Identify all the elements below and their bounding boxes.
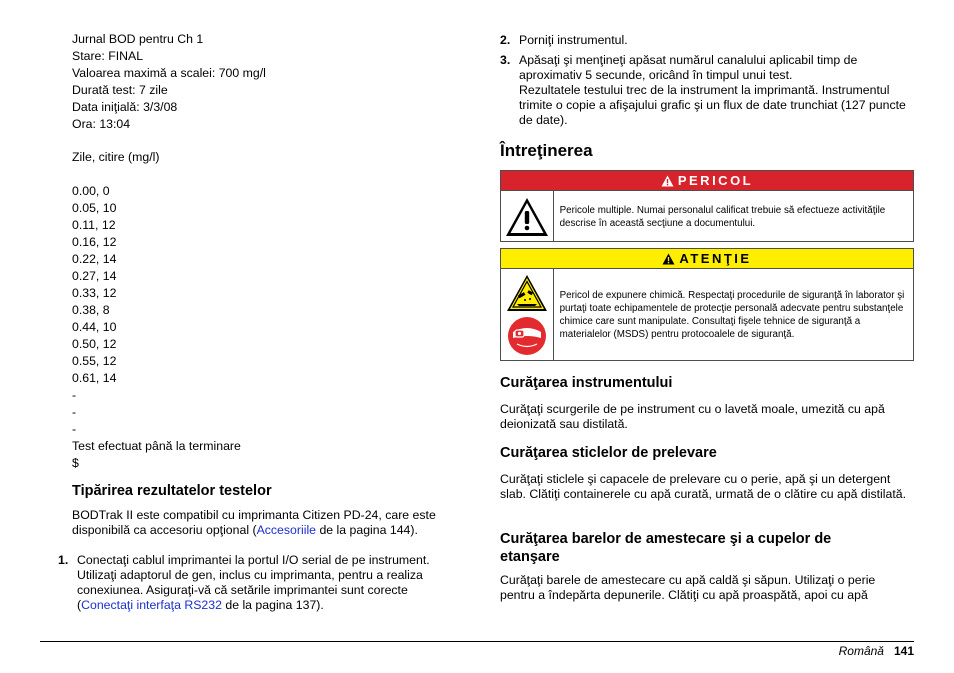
clean-stir-bars-text: Curăţaţi barele de amestecare cu apă caldă şi săpun. Utilizaţi o perie pentru a îndepărta depunerile. Clătiţi cu apă proaspătă, apoi cu apă	[500, 573, 876, 602]
print-results-heading: Tipărirea rezultatelor testelor	[72, 483, 272, 499]
reading-line: 0.38, 8	[72, 303, 110, 317]
reading-line: 0.22, 14	[72, 252, 117, 266]
log-line: Stare: FINAL	[72, 49, 144, 63]
clean-instrument-heading: Curăţarea instrumentului	[500, 375, 673, 391]
danger-label: PERICOL	[677, 173, 754, 188]
step-text: Apăsaţi şi menţineţi apăsat numărul canalului aplicabil timp de aproximativ 5 secunde, oricând în timpul unui test.	[519, 53, 858, 82]
clean-stir-bars-heading: Curăţarea barelor de amestecare şi a cupelor de etanşare	[500, 531, 832, 565]
reading-line: 0.50, 12	[72, 337, 117, 351]
reading-line: 0.44, 10	[72, 320, 117, 334]
clean-instrument-text: Curăţaţi scurgerile de pe instrument cu o lavetă moale, umezită cu apă deionizată sau distilată.	[500, 402, 885, 431]
print-paragraph: BODTrak II este compatibil cu imprimanta Citizen PD-24, care este disponibilă ca accesoriu opţional (Accesoriile de la pagina 144).	[72, 508, 436, 537]
reading-line: 0.61, 14	[72, 371, 117, 385]
page-footer	[839, 644, 914, 658]
step-number: 3.	[500, 53, 511, 67]
caution-label: ATENŢIE	[679, 251, 752, 266]
reading-line: 0.55, 12	[72, 354, 117, 368]
danger-header	[501, 171, 913, 191]
safety-goggles-icon	[507, 316, 547, 356]
log-line: Durată test: 7 zile	[72, 83, 168, 97]
reading-line: 0.33, 12	[72, 286, 117, 300]
footer-language: Română	[838, 644, 884, 658]
clean-bottles-heading: Curăţarea sticlelor de prelevare	[500, 445, 717, 461]
exclamation-hazard-icon	[505, 197, 549, 237]
footer-divider	[40, 641, 914, 642]
maintenance-heading: Întreţinerea	[500, 141, 593, 160]
step-text: Conectaţi cablul imprimantei la portul I/O serial de pe instrument. Utilizaţi adaptorul de gen, inclus cu imprimanta, pentru a realiza conexiunea. Asiguraţi-vă că setările imprimantei sunt corecte (Conectaţi interfaţa RS232 de la pagina 137).	[77, 553, 430, 612]
danger-box	[500, 170, 914, 242]
reading-line: -	[72, 388, 77, 402]
days-label: Zile, citire (mg/l)	[72, 150, 160, 164]
reading-line: 0.05, 10	[72, 201, 117, 215]
caution-message: Pericol de expunere chimică. Respectaţi procedurile de siguranţă în laborator şi purtaţi toate echipamentele de protecţie personală adecvate pentru substanţele chimice care sunt manipulate. Consultaţi fişele tehnice de siguranţă a materialelor (MSDS) pentru protocoalele de siguranţă.	[559, 290, 905, 340]
log-line: Data iniţială: 3/3/08	[72, 100, 178, 114]
page-number: 141	[893, 644, 914, 658]
step-text: Porniţi instrumentul.	[519, 33, 628, 47]
caution-header	[501, 249, 913, 269]
reading-line: 0.16, 12	[72, 235, 117, 249]
warning-triangle-icon	[661, 175, 674, 187]
chemical-hazard-icon	[506, 274, 548, 312]
bod-log-block	[72, 31, 266, 472]
reading-line: -	[72, 422, 77, 436]
step-result-text: Rezultatele testului trec de la instrument la imprimantă. Instrumentul trimite o copie a afişajului grafic şi un flux de date trunchiat (127 puncte de date).	[519, 83, 906, 127]
caution-box	[500, 248, 914, 361]
reading-line: -	[72, 405, 77, 419]
reading-line: 0.27, 14	[72, 269, 117, 283]
step-number: 1.	[58, 553, 69, 567]
step-number: 2.	[500, 33, 511, 47]
end-line: Test efectuat până la terminare	[72, 439, 241, 453]
reading-line: 0.00, 0	[72, 184, 110, 198]
dollar-line: $	[72, 456, 79, 470]
clean-bottles-text: Curăţaţi sticlele şi capacele de prelevare cu o perie, apă şi un detergent slab. Clătiţi containerele cu apă curată, urmată de o clătire cu apă distilată.	[500, 472, 907, 501]
log-line: Jurnal BOD pentru Ch 1	[72, 32, 204, 46]
rs232-link[interactable]: Conectaţi interfaţa RS232	[81, 598, 222, 612]
danger-message: Pericole multiple. Numai personalul calificat trebuie să efectueze activităţile descrise în această secţiune a documentului.	[559, 204, 886, 229]
warning-triangle-icon	[662, 253, 675, 265]
reading-line: 0.11, 12	[72, 218, 116, 232]
log-line: Ora: 13:04	[72, 117, 131, 131]
accessories-link[interactable]: Accesoriile	[256, 523, 317, 537]
log-line: Valoarea maximă a scalei: 700 mg/l	[72, 66, 266, 80]
